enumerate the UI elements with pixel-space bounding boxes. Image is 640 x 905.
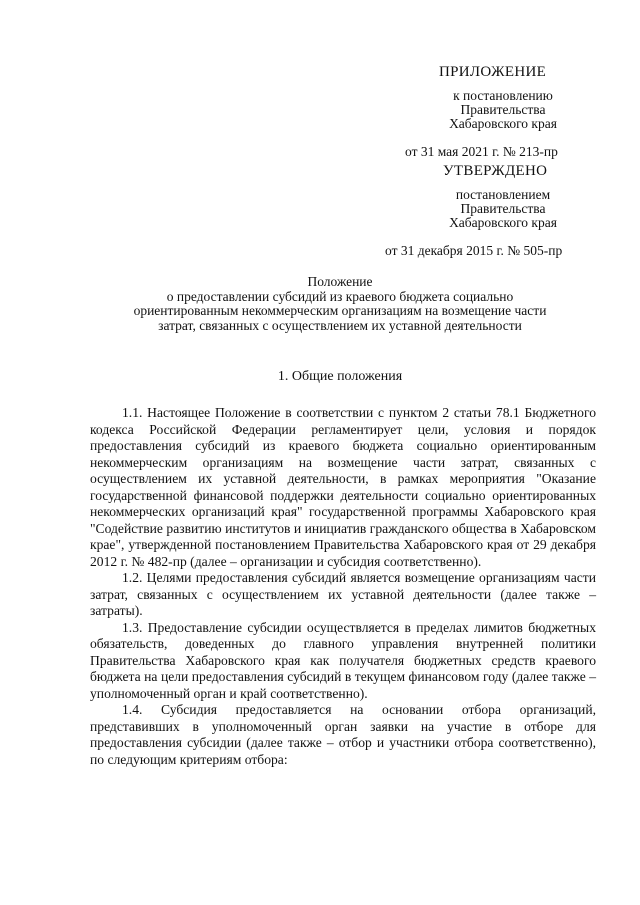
approved-line: Хабаровского края — [449, 215, 557, 230]
title-line: затрат, связанных с осуществлением их уставной деятельности — [158, 317, 522, 333]
title-line: Положение — [307, 274, 373, 289]
appendix-heading: ПРИЛОЖЕНИЕ — [439, 64, 547, 80]
paragraph: 1.1. Настоящее Положение в соответствии с пунктом 2 статьи 78.1 Бюджетного кодекса Российской Федерации регламентирует цели, условия и порядок предоставления субсидий из краевого бюджета социально ориентированным некоммерческим организациям на возмещение части затрат, связанных с осуществлением их уставной деятельности, в рамках мероприятия "Оказание государственной финансовой поддержки деятельности социально ориентированных некоммерческих организаций края" государственной программы Хабаровского края "Содействие развитию институтов и инициатив гражданского общества в Хабаровском крае", утвержденной постановлением Правительства Хабаровского края от 29 декабря 2012 г. № 482-пр (далее – организации и субсидия соответственно). — [90, 405, 596, 569]
appendix-date: от 31 мая 2021 г. № 213-пр — [405, 144, 558, 159]
title-line: о предоставлении субсидий из краевого бюджета социально — [166, 288, 514, 304]
appendix-line: Правительства — [460, 102, 546, 117]
approved-lines — [434, 188, 572, 230]
paragraph: 1.2. Целями предоставления субсидий является возмещение организациям части затрат, связанных с осуществлением их уставной деятельности (далее также – затраты). — [90, 570, 596, 618]
title-line: ориентированным некоммерческим организациям на возмещение части — [133, 303, 547, 318]
section-title: 1. Общие положения — [277, 369, 403, 384]
appendix-lines — [434, 89, 572, 131]
paragraph: 1.4. Субсидия предоставляется на основании отбора организаций, представивших в уполномоченный орган заявки на участие в отборе для предоставления субсидии (далее также – отбор и участники отбора соответственно), по следующим критериям отбора: — [90, 702, 596, 767]
approved-block — [385, 163, 615, 258]
approved-heading: УТВЕРЖДЕНО — [443, 163, 548, 179]
appendix-block — [385, 64, 615, 159]
body-text — [90, 405, 596, 768]
approved-date: от 31 декабря 2015 г. № 505-пр — [385, 243, 563, 258]
appendix-line: к постановлению — [453, 88, 553, 103]
approved-line: постановлением — [455, 187, 551, 202]
approved-line: Правительства — [460, 201, 546, 216]
appendix-line: Хабаровского края — [449, 116, 557, 131]
document-title — [80, 275, 600, 333]
paragraph: 1.3. Предоставление субсидии осуществляется в пределах лимитов бюджетных обязательств, доведенных до главного управления внутренней политики Правительства Хабаровского края как получателя бюджетных средств краевого бюджета на цели предоставления субсидий в текущем финансовом году (далее также – уполномоченный орган и край соответственно). — [90, 619, 596, 701]
